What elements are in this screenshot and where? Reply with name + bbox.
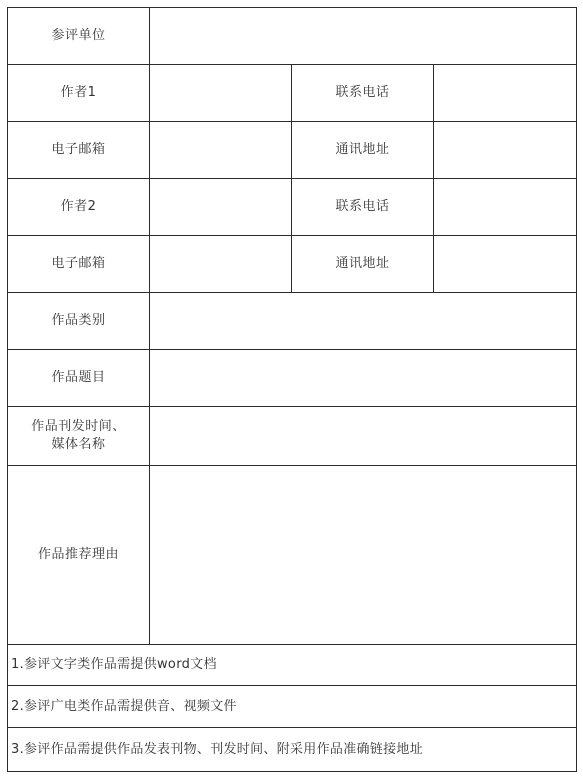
author1-name-field[interactable] [150, 65, 292, 122]
reason-field[interactable] [150, 466, 577, 645]
publish-label [8, 407, 150, 466]
author2-phone-label: 联系电话 [292, 179, 434, 236]
author1-phone-label: 联系电话 [292, 65, 434, 122]
row-reason [8, 466, 577, 645]
author1-phone-field[interactable] [434, 65, 577, 122]
note-1: 1.参评文字类作品需提供word文档 [8, 645, 577, 686]
row-category [8, 293, 577, 350]
title-field[interactable] [150, 350, 577, 407]
author1-email-field[interactable] [150, 122, 292, 179]
author2-phone-field[interactable] [434, 179, 577, 236]
author2-address-field[interactable] [434, 236, 577, 293]
row-author2 [8, 179, 577, 236]
row-author2-contact [8, 236, 577, 293]
author2-email-field[interactable] [150, 236, 292, 293]
publish-label-line2: 媒体名称 [51, 437, 106, 452]
note-2: 2.参评广电类作品需提供音、视频文件 [8, 686, 577, 728]
reason-label: 作品推荐理由 [8, 466, 150, 645]
author1-label: 作者1 [8, 65, 150, 122]
author2-name-field[interactable] [150, 179, 292, 236]
row-note-2 [8, 686, 577, 728]
author2-label: 作者2 [8, 179, 150, 236]
row-note-1 [8, 645, 577, 686]
category-label: 作品类别 [8, 293, 150, 350]
category-field[interactable] [150, 293, 577, 350]
author1-address-field[interactable] [434, 122, 577, 179]
title-label: 作品题目 [8, 350, 150, 407]
unit-field[interactable] [150, 8, 577, 65]
publish-field[interactable] [150, 407, 577, 466]
row-author1-contact [8, 122, 577, 179]
author1-email-label: 电子邮箱 [8, 122, 150, 179]
publish-label-line1: 作品刊发时间、 [31, 419, 126, 434]
author2-email-label: 电子邮箱 [8, 236, 150, 293]
row-unit [8, 8, 577, 65]
row-publish [8, 407, 577, 466]
unit-label: 参评单位 [8, 8, 150, 65]
entry-form-table [7, 7, 577, 772]
row-title [8, 350, 577, 407]
author1-address-label: 通讯地址 [292, 122, 434, 179]
author2-address-label: 通讯地址 [292, 236, 434, 293]
row-note-3 [8, 728, 577, 772]
note-3: 3.参评作品需提供作品发表刊物、刊发时间、附采用作品准确链接地址 [8, 728, 577, 772]
row-author1 [8, 65, 577, 122]
